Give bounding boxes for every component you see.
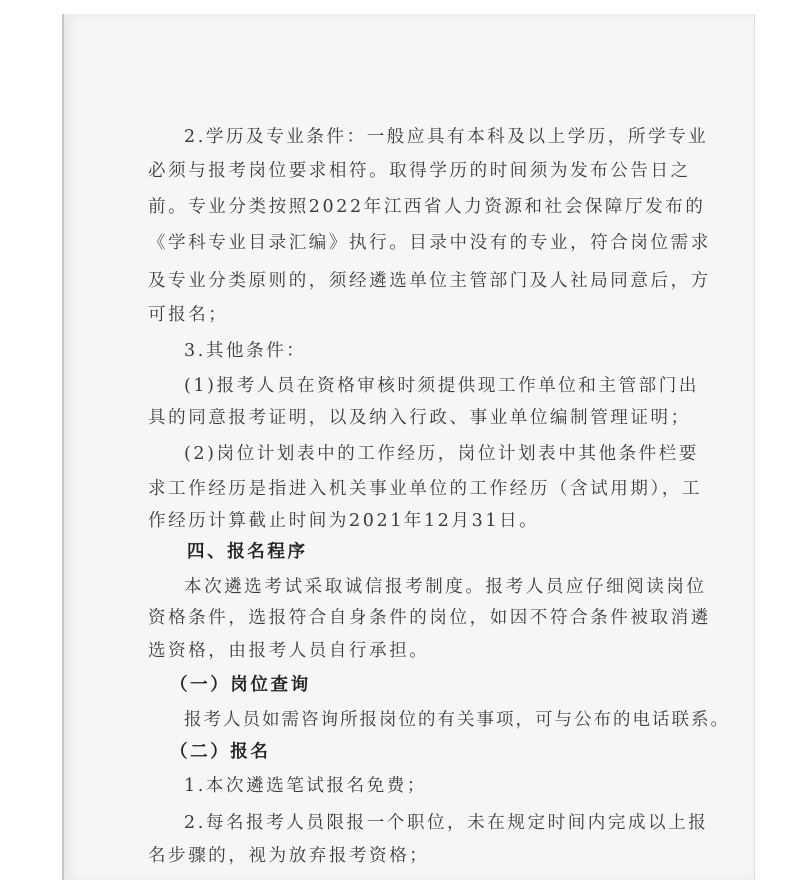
text-line-20: 1.本次遴选笔试报名免费； xyxy=(184,776,427,796)
text-line-8: (1)报考人员在资格审核时须提供现工作单位和主管部门出 xyxy=(184,376,699,396)
text-line-21: 2.每名报考人员限报一个职位，未在规定时间内完成以上报 xyxy=(184,813,709,833)
text-line-4: 《学科专业目录汇编》执行。目录中没有的专业，符合岗位需求 xyxy=(148,233,711,253)
text-line-11: 求工作经历是指进入机关事业单位的工作经历（含试用期），工 xyxy=(148,479,703,499)
text-line-3: 前。专业分类按照2022年江西省人力资源和社会保障厅发布的 xyxy=(148,197,706,217)
text-line-14: 本次遴选考试采取诚信报考制度。报考人员应仔细阅读岗位 xyxy=(184,577,707,597)
subsection-heading-1: （一）岗位查询 xyxy=(170,675,311,695)
text-line-22: 名步骤的，视为放弃报考资格； xyxy=(148,846,430,866)
text-line-12: 作经历计算截止时间为2021年12月31日。 xyxy=(148,511,540,531)
text-line-9: 具的同意报考证明，以及纳入行政、事业单位编制管理证明； xyxy=(148,408,691,428)
section-heading-4: 四、报名程序 xyxy=(187,542,308,562)
text-line-10: (2)岗位计划表中的工作经历，岗位计划表中其他条件栏要 xyxy=(184,444,699,464)
subsection-heading-2: （二）报名 xyxy=(170,742,271,762)
text-line-2: 必须与报考岗位要求相符。取得学历的时间须为发布公告日之 xyxy=(148,161,691,181)
text-line-18: 报考人员如需咨询所报岗位的有关事项，可与公布的电话联系。 xyxy=(184,710,730,730)
text-line-6: 可报名； xyxy=(148,305,229,325)
text-line-5: 及专业分类原则的，须经遴选单位主管部门及人社局同意后，方 xyxy=(148,271,711,291)
text-line-1: 2.学历及专业条件：一般应具有本科及以上学历，所学专业 xyxy=(184,127,709,147)
text-line-7: 3.其他条件： xyxy=(184,341,307,361)
text-line-16: 选资格，由报考人员自行承担。 xyxy=(148,641,430,661)
text-line-15: 资格条件，选报符合自身条件的岗位，如因不符合条件被取消遴 xyxy=(148,608,711,628)
